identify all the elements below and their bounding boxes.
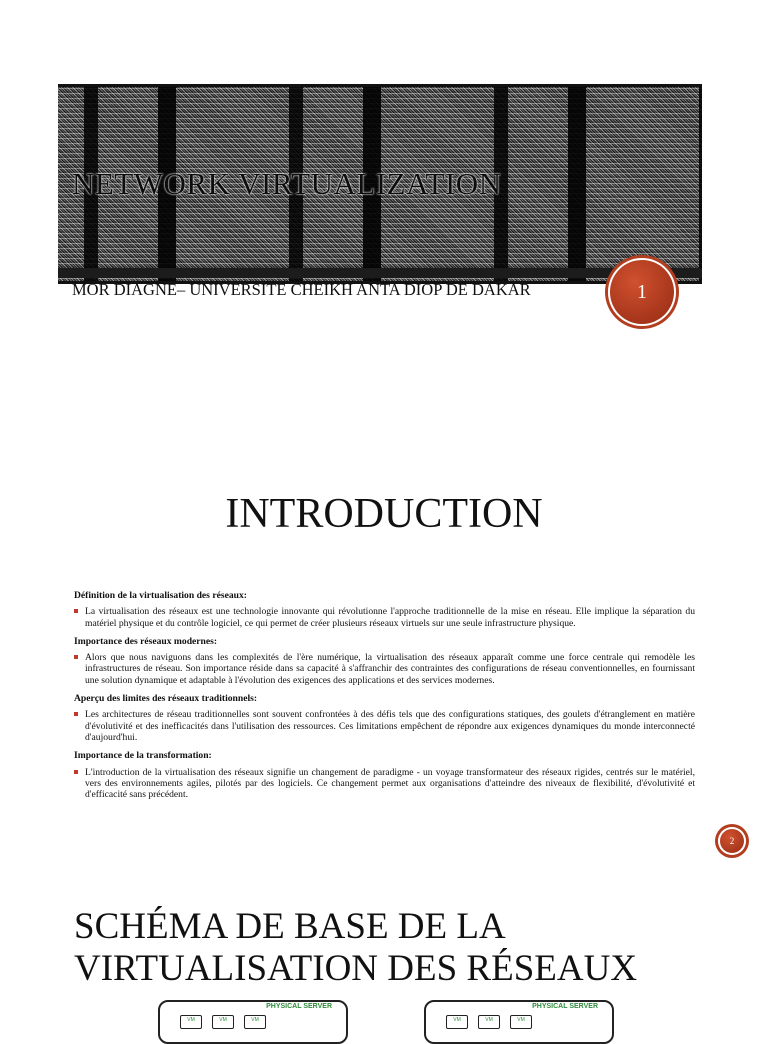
slide2-title: INTRODUCTION xyxy=(225,491,543,537)
vm-box: VM xyxy=(212,1015,234,1029)
section-list xyxy=(74,767,695,801)
vm-row xyxy=(180,1015,266,1029)
vm-box: VM xyxy=(510,1015,532,1029)
section-heading: Définition de la virtualisation des réseaux: xyxy=(74,590,247,601)
section-list xyxy=(74,652,695,686)
vm-box: VM xyxy=(244,1015,266,1029)
section-heading: Importance des réseaux modernes: xyxy=(74,635,218,647)
list-item: La virtualisation des réseaux est une technologie innovante qui révolutionne l'approche traditionnelle de la mise en réseau. Elle implique la séparation du matériel physique et du contrôle logiciel, ce qui permet de créer plusieurs réseaux virtuels sur une seule infrastructure physique. xyxy=(74,606,695,629)
section-list xyxy=(74,709,695,743)
vm-row xyxy=(446,1015,532,1029)
vm-box: VM xyxy=(478,1015,500,1029)
vm-box: VM xyxy=(180,1015,202,1029)
list-item: Alors que nous naviguons dans les complexités de l'ère numérique, la virtualisation des réseaux apparaît comme une force centrale qui remodèle les infrastructures de réseau. Son importance réside dans sa capacité à s'affranchir des contraintes des configurations de réseau conventionnelles, en fournissant une solution dynamique et adaptable à l'évolution des exigences des applications et des services modernes. xyxy=(74,652,695,686)
slide3-title: SCHÉMA DE BASE DE LA VIRTUALISATION DES RÉSEAUX xyxy=(74,906,638,989)
server-label: PHYSICAL SERVER xyxy=(532,1003,598,1010)
server-label: PHYSICAL SERVER xyxy=(266,1003,332,1010)
section-heading: Aperçu des limites des réseaux traditionnels: xyxy=(74,693,258,705)
banner-bottom-strip xyxy=(58,268,702,278)
section-list xyxy=(74,606,695,629)
vm-box: VM xyxy=(446,1015,468,1029)
page-number-badge-2: 2 xyxy=(718,827,746,855)
slide2-body xyxy=(74,590,695,807)
slide1-author: MOR DIAGNE– UNIVERSITE CHEIKH ANTA DIOP DE DAKAR xyxy=(72,280,531,299)
slide1-title: NETWORK VIRTUALIZATION xyxy=(72,166,502,201)
physical-server-left xyxy=(158,1000,348,1044)
list-item: L'introduction de la virtualisation des réseaux signifie un changement de paradigme - un voyage transformateur des réseaux rigides, centrés sur le matériel, vers des environnements agiles, pilotés par des logiciels. Ce changement permet aux organisations d'atteindre des niveaux de flexibilité, d'évolutivité et d'efficacité sans précédent. xyxy=(74,767,695,801)
section-heading: Importance de la transformation: xyxy=(74,750,212,762)
list-item: Les architectures de réseau traditionnelles sont souvent confrontées à des défis tels que des configurations statiques, des goulets d'étranglement en matière d'évolutivité et des inefficacités dans l'utilisation des ressources. Ces limitations empêchent de répondre aux exigences dynamiques du monde interconnecté d'aujourd'hui. xyxy=(74,709,695,743)
physical-server-right xyxy=(424,1000,614,1044)
page-number-badge-1: 1 xyxy=(608,258,676,326)
